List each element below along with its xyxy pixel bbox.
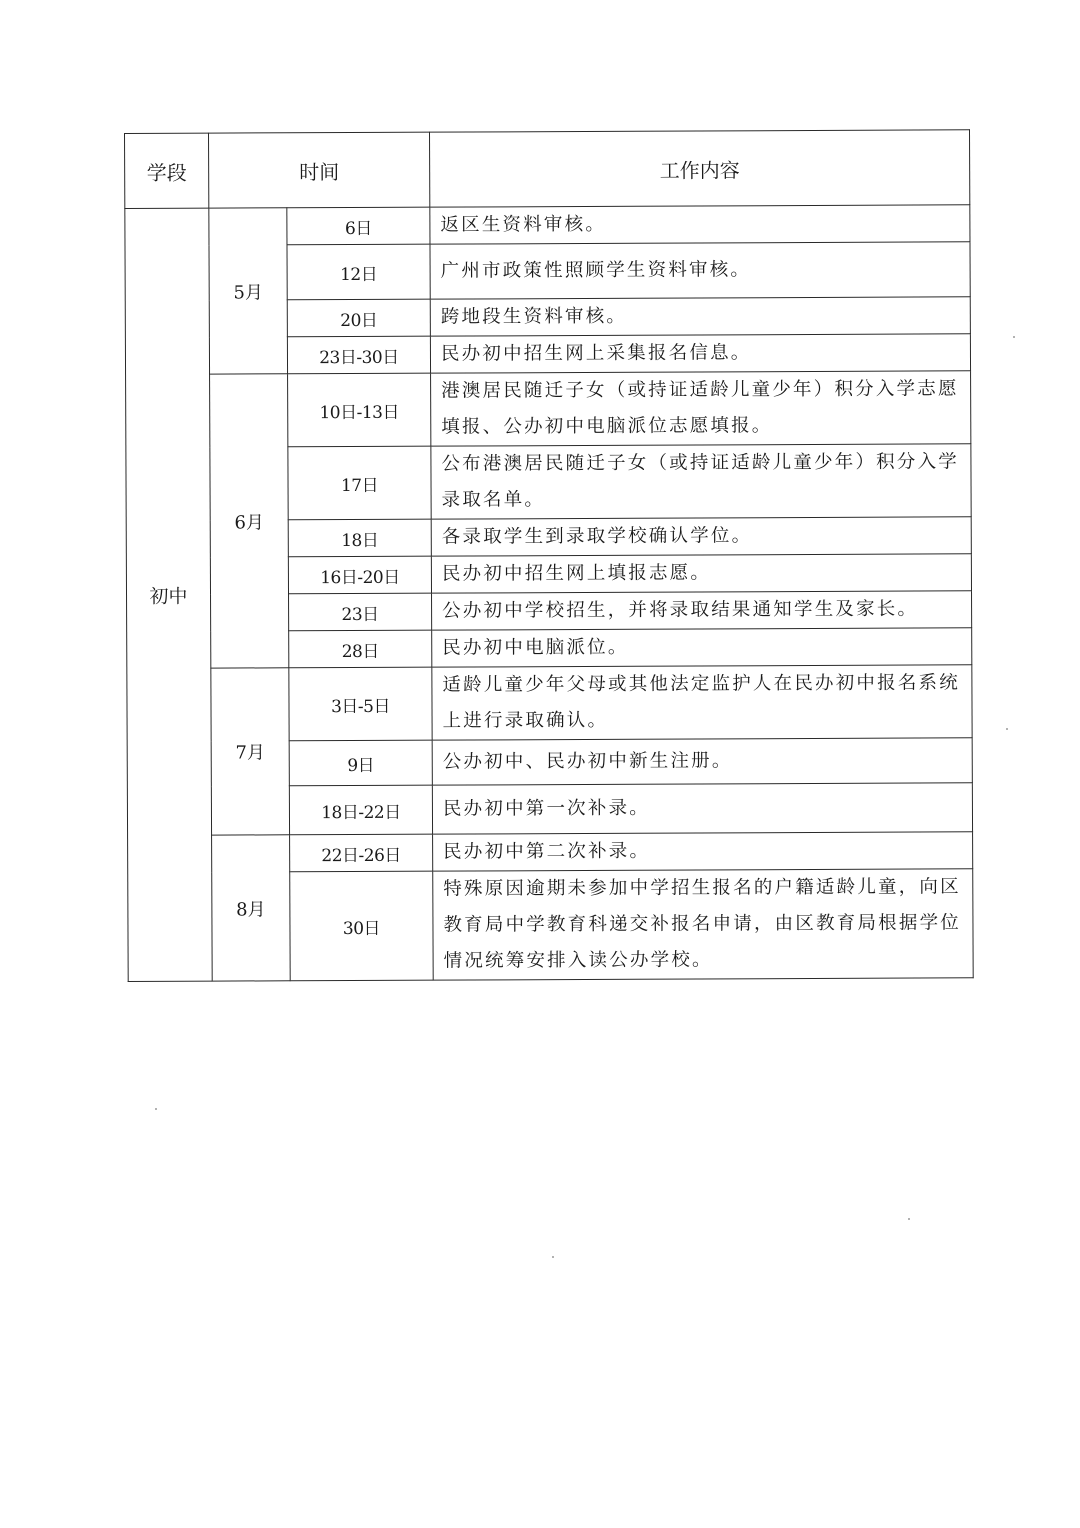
day-cell: 16日-20日	[288, 556, 431, 594]
table-row	[127, 665, 972, 742]
day-cell: 23日	[289, 593, 432, 631]
scan-speck	[552, 1256, 554, 1258]
day-cell: 18日	[288, 519, 431, 557]
table-row	[125, 205, 970, 246]
month-cell-june: 6月	[210, 374, 289, 668]
table-row	[128, 832, 973, 873]
work-cell: 民办初中电脑派位。	[432, 628, 972, 667]
day-cell: 20日	[287, 299, 430, 337]
day-cell: 28日	[289, 630, 432, 668]
day-cell: 3日-5日	[289, 667, 432, 741]
scan-speck	[1013, 336, 1015, 338]
header-stage: 学段	[125, 133, 209, 208]
month-cell-july: 7月	[211, 668, 290, 835]
work-cell: 适龄儿童少年父母或其他法定监护人在民办初中报名系统上进行录取确认。	[432, 665, 972, 740]
day-cell: 10日-13日	[288, 373, 431, 447]
day-cell: 23日-30日	[287, 336, 430, 374]
work-cell: 港澳居民随迁子女（或持证适龄儿童少年）积分入学志愿填报、公办初中电脑派位志愿填报。	[431, 371, 971, 446]
table-row	[126, 371, 971, 448]
day-cell: 22日-26日	[290, 834, 433, 872]
work-cell: 民办初中招生网上采集报名信息。	[430, 334, 970, 373]
work-cell: 民办初中第一次补录。	[432, 783, 972, 834]
day-cell: 12日	[287, 244, 430, 300]
header-work: 工作内容	[429, 130, 969, 207]
work-cell: 公办初中学校招生，并将录取结果通知学生及家长。	[432, 591, 972, 630]
month-cell-may: 5月	[209, 208, 288, 374]
work-cell: 广州市政策性照顾学生资料审核。	[430, 242, 970, 299]
work-cell: 民办初中第二次补录。	[433, 832, 973, 871]
scan-speck	[1006, 728, 1008, 730]
day-cell: 17日	[288, 446, 431, 520]
day-cell: 9日	[289, 740, 432, 786]
work-cell: 各录取学生到录取学校确认学位。	[431, 517, 971, 556]
work-cell: 跨地段生资料审核。	[430, 297, 970, 336]
header-time: 时间	[209, 132, 430, 208]
day-cell: 18日-22日	[289, 785, 432, 835]
work-cell: 民办初中招生网上填报志愿。	[431, 554, 971, 593]
work-cell: 特殊原因逾期未参加中学招生报名的户籍适龄儿童，向区教育局中学教育科递交补报名申请，由区教育局根据学位情况统筹安排入读公办学校。	[433, 869, 973, 980]
day-cell: 6日	[287, 207, 430, 245]
work-cell: 返区生资料审核。	[430, 205, 970, 244]
day-cell: 30日	[290, 871, 433, 981]
work-cell: 公办初中、民办初中新生注册。	[432, 738, 972, 785]
table-header-row	[125, 130, 970, 209]
enrollment-schedule-table	[124, 129, 974, 982]
month-cell-august: 8月	[212, 835, 291, 981]
stage-cell: 初中	[125, 208, 212, 981]
scan-speck	[155, 1108, 157, 1110]
scan-speck	[908, 1218, 910, 1220]
work-cell: 公布港澳居民随迁子女（或持证适龄儿童少年）积分入学录取名单。	[431, 444, 971, 519]
